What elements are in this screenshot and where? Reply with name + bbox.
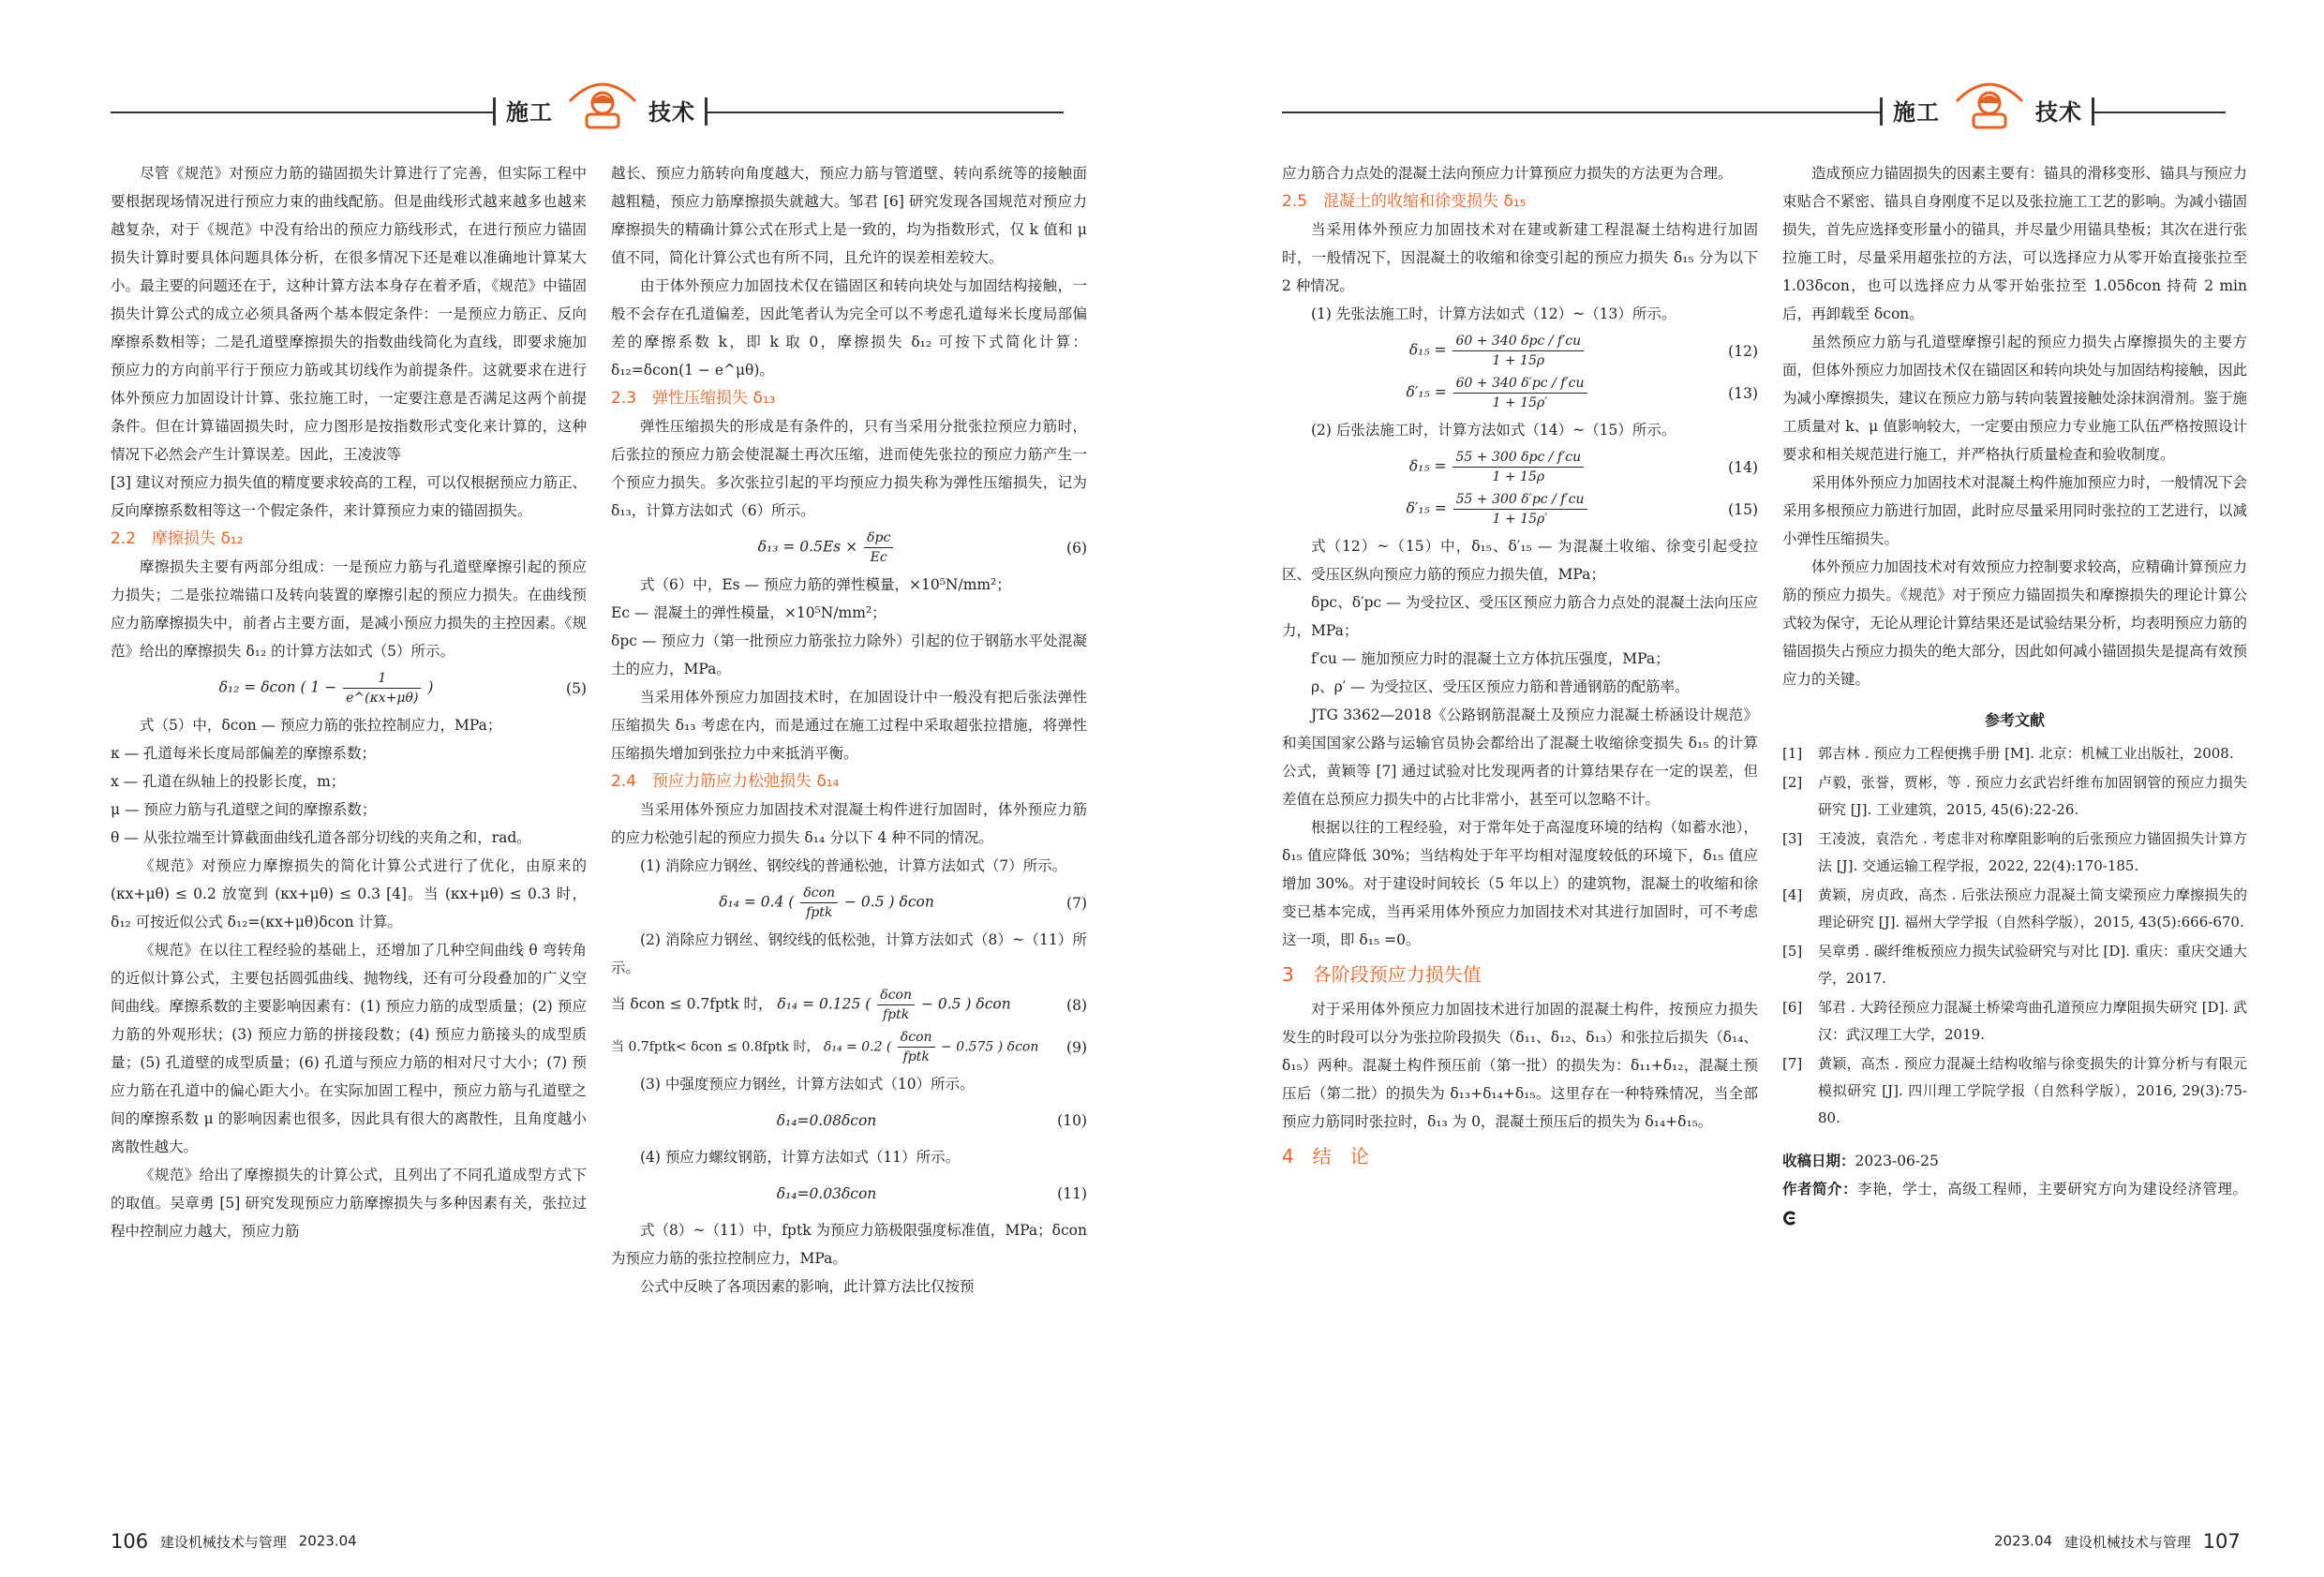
eq-body: δ₁₄=0.08δcon	[776, 1112, 877, 1129]
eq-body: δ₁₄=0.03δcon	[776, 1185, 877, 1202]
eq-numerator: 60 + 340 δpc / f′cu	[1452, 332, 1584, 351]
eq-denominator: Ec	[870, 550, 887, 565]
section-heading-2-2: 2.2 摩擦损失 δ₁₂	[111, 529, 244, 548]
header-title-b: 技术	[2035, 99, 2082, 126]
equation-number: (7)	[1066, 894, 1087, 912]
equation-number: (10)	[1057, 1112, 1087, 1129]
reference-text: 黄颖，房贞政，高杰 . 后张法预应力混凝土简支梁预应力摩擦损失的理论研究 [J]. 福州大学学报（自然科学版），2015, 43(5):666-670.	[1818, 886, 2247, 930]
footer-left	[111, 1530, 357, 1553]
reference-number: [6]	[1782, 999, 1803, 1016]
paragraph: x — 孔道在纵轴上的投影长度，m；	[111, 773, 346, 790]
paragraph: 应力筋合力点处的混凝土法向预应力计算预应力损失的方法更为合理。	[1282, 165, 1733, 182]
equation-7: δ₁₄ = 0.4 ( $\frac{\text{δcon}}{\text{fptk}}$ − 0.5 ) δcon (7)	[719, 885, 1087, 920]
reference-text: 王凌波，袁浩允 . 考虑非对称摩阻影响的后张预应力锚固损失计算方法 [J]. 交通运输工程学报，2022, 22(4):170-185.	[1818, 830, 2247, 874]
eq-numerator: δcon	[877, 986, 915, 1005]
reference-number: [2]	[1782, 774, 1803, 791]
page-number: 106	[111, 1530, 149, 1553]
paragraph: μ — 预应力筋与孔道壁之间的摩擦系数；	[111, 801, 377, 818]
header-rule-right	[708, 112, 1064, 113]
paragraph: 当采用体外预应力加固技术时，在加固设计中一般没有把后张法弹性压缩损失 δ₁₃ 考虑在内，而是通过在施工过程中采取超张拉措施，将弹性压缩损失增加到张拉力中来抵消平衡。	[611, 689, 1087, 762]
paragraph: 摩擦损失主要有两部分组成：一是预应力筋与孔道壁摩擦引起的预应力损失；二是张拉端锚口及转向装置的摩擦引起的预应力损失。在曲线预应力筋摩擦损失中，前者占主要方面，是减小预应力损失的主控因素。《规范》给出的摩擦损失 δ₁₂ 的计算方法如式（5）所示。	[111, 558, 587, 660]
paragraph: 造成预应力锚固损失的因素主要有：锚具的滑移变形、锚具与预应力束贴合不紧密、锚具自身刚度不足以及张拉施工工艺的影响。为减小锚固损失，首先应选择变形量小的锚具，并尽量少用锚具垫板；其次在进行张拉施工时，尽量采用超张拉的方法，可以选择应力从零开始直接张拉至 1.03δcon，也可以选择应力从零开始张拉至 1.05δcon 持荷 2 min 后，再卸载至 δcon。	[1782, 165, 2248, 322]
right-column-2	[1782, 159, 2247, 1231]
reference-text: 郭吉林 . 预应力工程便携手册 [M]. 北京：机械工业出版社，2008.	[1818, 745, 2234, 762]
end-mark-icon	[1782, 1211, 1797, 1226]
paragraph: 对于采用体外预应力加固技术进行加固的混凝土构件，按预应力损失发生的时段可以分为张拉阶段损失（δ₁₁、δ₁₂、δ₁₃）和张拉后损失（δ₁₄、δ₁₅）两种。混凝土构件预压前（第一批）的损失为：δ₁₁+δ₁₂，混凝土预压后（第二批）的损失为 δ₁₃+δ₁₄+δ₁₅。这里存在一种特殊情况，当全部预应力筋同时张拉时，δ₁₃ 为 0，混凝土预压后的损失为 δ₁₄+δ₁₅。	[1282, 1001, 1758, 1130]
reference-number: [5]	[1782, 943, 1803, 960]
paragraph: 式（12）~（15）中，δ₁₅、δ′₁₅ — 为混凝土收缩、徐变引起受拉区、受压区纵向预应力筋的预应力损失值，MPa；	[1282, 538, 1758, 583]
eq-lhs: δ₁₅ =	[1408, 457, 1447, 475]
paragraph: 当采用体外预应力加固技术对在建或新建工程混凝土结构进行加固时，一般情况下，因混凝土的收缩和徐变引起的预应力损失 δ₁₅ 分为以下 2 种情况。	[1282, 221, 1758, 294]
reference-text: 卢毅，张誉，贾彬，等 . 预应力玄武岩纤维布加固钢管的预应力损失研究 [J]. 工业建筑，2015, 45(6):22-26.	[1818, 774, 2247, 818]
received-date	[1782, 1147, 2247, 1175]
reference-number: [1]	[1782, 745, 1803, 762]
received-value: 2023-06-25	[1855, 1153, 1939, 1169]
section-heading-4: 4 结 论	[1282, 1145, 1369, 1168]
reference-number: [3]	[1782, 830, 1803, 847]
equation-8: 当 δcon ≤ 0.7fptk 时， δ₁₄ = 0.125 ( $\frac{\text{δcon}}{\text{fptk}}$ − 0.5 ) δcon (8)	[611, 988, 1087, 1022]
references-title: 参考文献	[1984, 711, 2045, 729]
eq-denominator: e^(κx+μθ)	[346, 691, 419, 706]
reference-item	[1782, 826, 2247, 880]
reference-number: [7]	[1782, 1055, 1803, 1072]
paragraph: (1) 消除应力钢丝、钢绞线的普通松弛，计算方法如式（7）所示。	[640, 857, 1067, 874]
article-meta	[1782, 1147, 2247, 1231]
reference-item	[1782, 938, 2247, 992]
eq-denominator: 1 + 15ρ′	[1492, 395, 1548, 410]
eq-denominator: fptk	[902, 1049, 930, 1064]
equation-11	[611, 1175, 1087, 1213]
author-bio	[1782, 1175, 2247, 1231]
paragraph: ρ、ρ′ — 为受拉区、受压区预应力筋和普通钢筋的配筋率。	[1311, 678, 1690, 695]
paragraph: [3] 建议对预应力损失值的精度要求较高的工程，可以仅根据预应力筋正、反向摩擦系数相等这一个假定条件，来计算预应力束的锚固损失。	[111, 474, 587, 519]
paragraph: 公式中反映了各项因素的影响，此计算方法比仅按预	[640, 1278, 975, 1295]
paragraph: 由于体外预应力加固技术仅在锚固区和转向块处与加固结构接触，一般不会存在孔道偏差，因此笔者认为完全可以不考虑孔道每米长度局部偏差的摩擦系数 k，即 k 取 0，摩擦损失 δ₁₂ 可按下式简化计算：δ₁₂=δcon(1 − e^μθ)。	[611, 277, 1087, 379]
eq-lhs: δ₁₂ = δcon	[218, 678, 296, 696]
paragraph: (2) 后张法施工时，计算方法如式（14）~（15）所示。	[1311, 422, 1676, 439]
paragraph: 当采用体外预应力加固技术对混凝土构件进行加固时，体外预应力筋的应力松弛引起的预应力损失 δ₁₄ 分以下 4 种不同的情况。	[611, 801, 1087, 846]
reference-number: [4]	[1782, 886, 1803, 903]
eq-lhs: δ₁₄ = 0.4	[719, 893, 784, 911]
footer-right	[1994, 1530, 2241, 1553]
eq-lhs: δ₁₃ = 0.5Es ×	[757, 538, 858, 556]
section-heading-3: 3 各阶段预应力损失值	[1282, 963, 1482, 986]
paragraph: (4) 预应力螺纹钢筋，计算方法如式（11）所示。	[640, 1149, 961, 1166]
received-label: 收稿日期：	[1782, 1153, 1855, 1169]
header-bar	[493, 97, 496, 126]
eq-lhs: δ′₁₅ =	[1406, 499, 1447, 517]
eq-numerator: δcon	[800, 884, 838, 903]
paragraph: 《规范》对预应力摩擦损失的简化计算公式进行了优化，由原来的 (κx+μθ) ≤ 0.2 放宽到 (κx+μθ) ≤ 0.3 [4]。当 (κx+μθ) ≤ 0.3 时，δ₁₂ 可按近似公式 δ₁₂=(κx+μθ)δcon 计算。	[111, 857, 587, 930]
header-rule-left	[111, 112, 493, 113]
eq-lhs: δ′₁₅ =	[1406, 383, 1447, 401]
equation-number: (13)	[1728, 384, 1758, 402]
eq-denominator: 1 + 15ρ	[1492, 353, 1545, 368]
eq-denominator: fptk	[806, 905, 833, 920]
paragraph: 式（6）中，Es — 预应力筋的弹性模量，×10⁵N/mm²；	[640, 576, 1011, 593]
eq-numerator: 60 + 340 δ′pc / f′cu	[1453, 374, 1587, 394]
reference-item	[1782, 769, 2247, 824]
paragraph: 弹性压缩损失的形成是有条件的，只有当采用分批张拉预应力筋时，后张拉的预应力筋会使混凝土再次压缩，进而使先张拉的预应力筋产生一个预应力损失。多次张拉引起的平均预应力损失称为弹性压缩损失，记为 δ₁₃，计算方法如式（6）所示。	[611, 418, 1087, 519]
eq-lhs: δ₁₅ =	[1408, 341, 1447, 359]
reference-text: 黄颖，高杰 . 预应力混凝土结构收缩与徐变损失的计算分析与有限元模拟研究 [J]. 四川理工学院学报（自然科学版），2016, 29(3):75-80.	[1818, 1055, 2247, 1126]
paragraph: θ — 从张拉端至计算截面曲线孔道各部分切线的夹角之和，rad。	[111, 829, 531, 846]
eq-numerator: 1	[343, 669, 421, 689]
paragraph: δpc — 预应力（第一批预应力筋张拉力除外）引起的位于钢筋水平处混凝土的应力，MPa。	[611, 632, 1087, 677]
eq-numerator: δcon	[898, 1028, 935, 1048]
author-label: 作者简介：	[1782, 1181, 1858, 1198]
paragraph: JTG 3362—2018《公路钢筋混凝土及预应力混凝土桥涵设计规范》和美国国家公路与运输官员协会都给出了混凝土收缩徐变损失 δ₁₅ 的计算公式，黄颖等 [7] 通过试验对比发现两者的计算结果存在一定的误差，但差值在总预应力损失中的占比非常小，甚至可以忽略不计。	[1282, 707, 1758, 808]
equation-number: (8)	[1066, 996, 1087, 1014]
equation-9: 当 0.7fptk< δcon ≤ 0.8fptk 时， δ₁₄ = 0.2 ( $\frac{\text{δcon}}{\text{fptk}}$ − 0.575 ) δcon (9)	[611, 1030, 1087, 1064]
eq-tail: − 0.5 ) δcon	[920, 995, 1011, 1013]
paragraph: 采用体外预应力加固技术对混凝土构件施加预应力时，一般情况下会采用多根预应力筋进行加固，此时应尽量采用同时张拉的工艺进行，以减小弹性压缩损失。	[1782, 474, 2248, 547]
reference-text: 邹君 . 大跨径预应力混凝土桥梁弯曲孔道预应力摩阻损失研究 [D]. 武汉：武汉理工大学，2019.	[1818, 999, 2247, 1043]
equation-number: (9)	[1066, 1038, 1087, 1056]
header-rule-right	[2094, 112, 2226, 113]
paragraph: δpc、δ′pc — 为受拉区、受压区预应力筋合力点处的混凝土法向压应力，MPa；	[1282, 594, 1758, 639]
magazine-name: 建设机械技术与管理	[2063, 1533, 2191, 1551]
header-title-a: 施工	[1893, 99, 1940, 126]
paragraph: (2) 消除应力钢丝、钢绞线的低松弛，计算方法如式（8）~（11）所示。	[611, 931, 1087, 976]
paragraph: 越长、预应力筋转向角度越大，预应力筋与管道壁、转向系统等的接触面越粗糙，预应力筋摩擦损失就越大。邹君 [6] 研究发现各国规范对预应力摩擦损失的精确计算公式在形式上是一致的，均为指数形式，仅 k 值和 μ 值不同，简化计算公式也有所不同，且允许的误差相差较大。	[611, 165, 1087, 266]
eq-numerator: 55 + 300 δ′pc / f′cu	[1453, 490, 1587, 510]
paragraph: f′cu — 施加预应力时的混凝土立方体抗压强度，MPa；	[1311, 650, 1670, 667]
equation-15	[1282, 490, 1758, 528]
reference-item	[1782, 1050, 2247, 1132]
issue-number: 2023.04	[1994, 1532, 2053, 1550]
equation-5: δ₁₂ = δcon ( 1 − $\frac{1}{e\^{}(\kappa x+\mu\theta)}$ ) (5)	[218, 671, 587, 706]
eq-lhs: δ₁₄ = 0.125	[777, 995, 861, 1013]
paragraph: 式（8）~（11）中，fptk 为预应力筋极限强度标准值，MPa；δcon 为预应力筋的张拉控制应力，MPa。	[611, 1222, 1087, 1267]
header-rule-left	[1282, 112, 1880, 113]
equation-10	[611, 1102, 1087, 1139]
header-title-a: 施工	[506, 99, 553, 126]
section-heading-2-5: 2.5 混凝土的收缩和徐变损失 δ₁₅	[1282, 192, 1527, 211]
paragraph: (3) 中强度预应力钢丝，计算方法如式（10）所示。	[640, 1076, 975, 1093]
equation-number: (6)	[1066, 539, 1087, 557]
left-column-1	[111, 159, 587, 1245]
paragraph: 《规范》给出了摩擦损失的计算公式，且列出了不同孔道成型方式下的取值。吴章勇 [5] 研究发现预应力筋摩擦损失与多种因素有关，张拉过程中控制应力越大，预应力筋	[111, 1167, 587, 1240]
author-value: 李艳，学士，高级工程师，主要研究方向为建设经济管理。	[1857, 1181, 2247, 1198]
equation-number: (11)	[1057, 1185, 1087, 1202]
paragraph: (1) 先张法施工时，计算方法如式（12）~（13）所示。	[1311, 305, 1676, 322]
construction-worker-icon	[562, 73, 643, 129]
eq-denominator: 1 + 15ρ′	[1492, 512, 1548, 527]
issue-number: 2023.04	[298, 1532, 357, 1550]
eq-lhs: δ₁₄ = 0.2	[823, 1039, 883, 1055]
paragraph: κ — 孔道每米长度局部偏差的摩擦系数；	[111, 745, 377, 762]
reference-item	[1782, 882, 2247, 936]
equation-number: (5)	[566, 679, 587, 697]
equation-12	[1282, 332, 1758, 370]
equation-13	[1282, 374, 1758, 412]
right-page	[1162, 0, 2324, 1577]
paragraph: Ec — 混凝土的弹性模量，×10⁵N/mm²；	[611, 604, 886, 621]
paragraph: 根据以往的工程经验，对于常年处于高湿度环境的结构（如蓄水池），δ₁₅ 值应降低 30%；当结构处于年平均相对湿度较低的环境下，δ₁₅ 值应增加 30%。对于建设时间较长（5 年以上）的建筑物，混凝土的收缩和徐变已基本完成，当再采用体外预应力加固技术对其进行加固时，可不考虑这一项，即 δ₁₅ =0。	[1282, 819, 1758, 948]
paragraph: 《规范》在以往工程经验的基础上，还增加了几种空间曲线 θ 弯转角的近似计算公式，主要包括圆弧曲线、抛物线，还有可分段叠加的广义空间曲线。摩擦系数的主要影响因素有：(1) 预应力筋的成型质量；(2) 预应力筋的外观形状；(3) 预应力筋的拼接段数；(4) 预应力筋接头的成型质量；(5) 孔道壁的成型质量；(6) 孔道与预应力筋的相对尺寸大小；(7) 预应力筋在孔道中的偏心距大小。在实际加固工程中，预应力筋与孔道壁之间的摩擦系数 μ 的影响因素也很多，因此具有很大的离散性，且角度越小离散性越大。	[111, 942, 587, 1155]
equation-14	[1282, 448, 1758, 486]
magazine-name: 建设机械技术与管理	[159, 1533, 287, 1551]
equation-number: (15)	[1728, 500, 1758, 518]
reference-text: 吴章勇 . 碳纤维板预应力损失试验研究与对比 [D]. 重庆：重庆交通大学，2017.	[1818, 943, 2247, 987]
left-column-2	[611, 159, 1087, 1301]
construction-worker-icon	[1949, 73, 2030, 129]
section-heading-2-3: 2.3 弹性压缩损失 δ₁₃	[611, 389, 776, 408]
eq-tail: − 0.5 ) δcon	[844, 893, 934, 911]
eq-denominator: 1 + 15ρ	[1492, 469, 1545, 484]
page-number: 107	[2202, 1530, 2241, 1553]
references-list	[1782, 740, 2247, 1132]
reference-item	[1782, 994, 2247, 1049]
equation-6	[611, 528, 1087, 567]
header-bar	[1880, 97, 1883, 126]
reference-item	[1782, 740, 2247, 767]
eq-condition: 当 δcon ≤ 0.7fptk 时，	[611, 995, 773, 1013]
eq-denominator: fptk	[883, 1007, 910, 1022]
equation-number: (12)	[1728, 342, 1758, 360]
header-title-b: 技术	[648, 99, 695, 126]
paragraph: 式（5）中，δcon — 预应力筋的张拉控制应力，MPa；	[140, 717, 502, 734]
eq-numerator: 55 + 300 δpc / f′cu	[1452, 448, 1584, 468]
paragraph: 体外预应力加固技术对有效预应力控制要求较高，应精确计算预应力筋的预应力损失。《规范》对于预应力锚固损失和摩擦损失的理论计算公式较为保守，无论从理论计算结果还是试验结果分析，均表明预应力筋的锚固损失占预应力损失的绝大部分，因此如何减小锚固损失是提高有效预应力的关键。	[1782, 558, 2248, 688]
right-column-1	[1282, 159, 1758, 1177]
equation-number: (14)	[1728, 458, 1758, 476]
eq-tail: − 0.575 ) δcon	[941, 1039, 1039, 1055]
eq-condition: 当 0.7fptk< δcon ≤ 0.8fptk 时，	[611, 1039, 820, 1055]
paragraph: 尽管《规范》对预应力筋的锚固损失计算进行了完善，但实际工程中要根据现场情况进行预应力束的曲线配筋。但是曲线形式越来越多也越来越复杂，对于《规范》中没有给出的预应力筋线形式，在进行预应力锚固损失计算时要具体问题具体分析，在很多情况下还是难以准确地计算某大小。最主要的问题还在于，这种计算方法本身存在着矛盾，《规范》中锚固损失计算公式的成立必须具备两个基本假定条件：一是预应力筋正、反向摩擦系数相等；二是孔道壁摩擦损失的指数曲线简化为直线，即要求施加预应力的方向前平行于预应力筋或其切线作为前提条件。这就要求在进行体外预应力加固设计计算、张拉施工时，一定要注意是否满足这两个前提条件。但在计算锚固损失时，应力图形是按指数形式变化来计算的，这种情况下必然会产生计算误差。因此，王凌波等	[111, 165, 587, 463]
paragraph: 虽然预应力筋与孔道壁摩擦引起的预应力损失占摩擦损失的主要方面，但体外预应力加固技术仅在锚固区和转向块处与加固结构接触，因此为减小摩擦损失，建议在预应力筋与转向装置接触处涂抹润滑剂。鉴于施工质量对 k、μ 值影响较大，一定要由预应力专业施工队伍严格按照设计要求和相关规范进行施工，并严格执行质量检查和验收制度。	[1782, 334, 2248, 463]
section-heading-2-4: 2.4 预应力筋应力松弛损失 δ₁₄	[611, 772, 840, 791]
eq-numerator: δpc	[864, 528, 893, 548]
